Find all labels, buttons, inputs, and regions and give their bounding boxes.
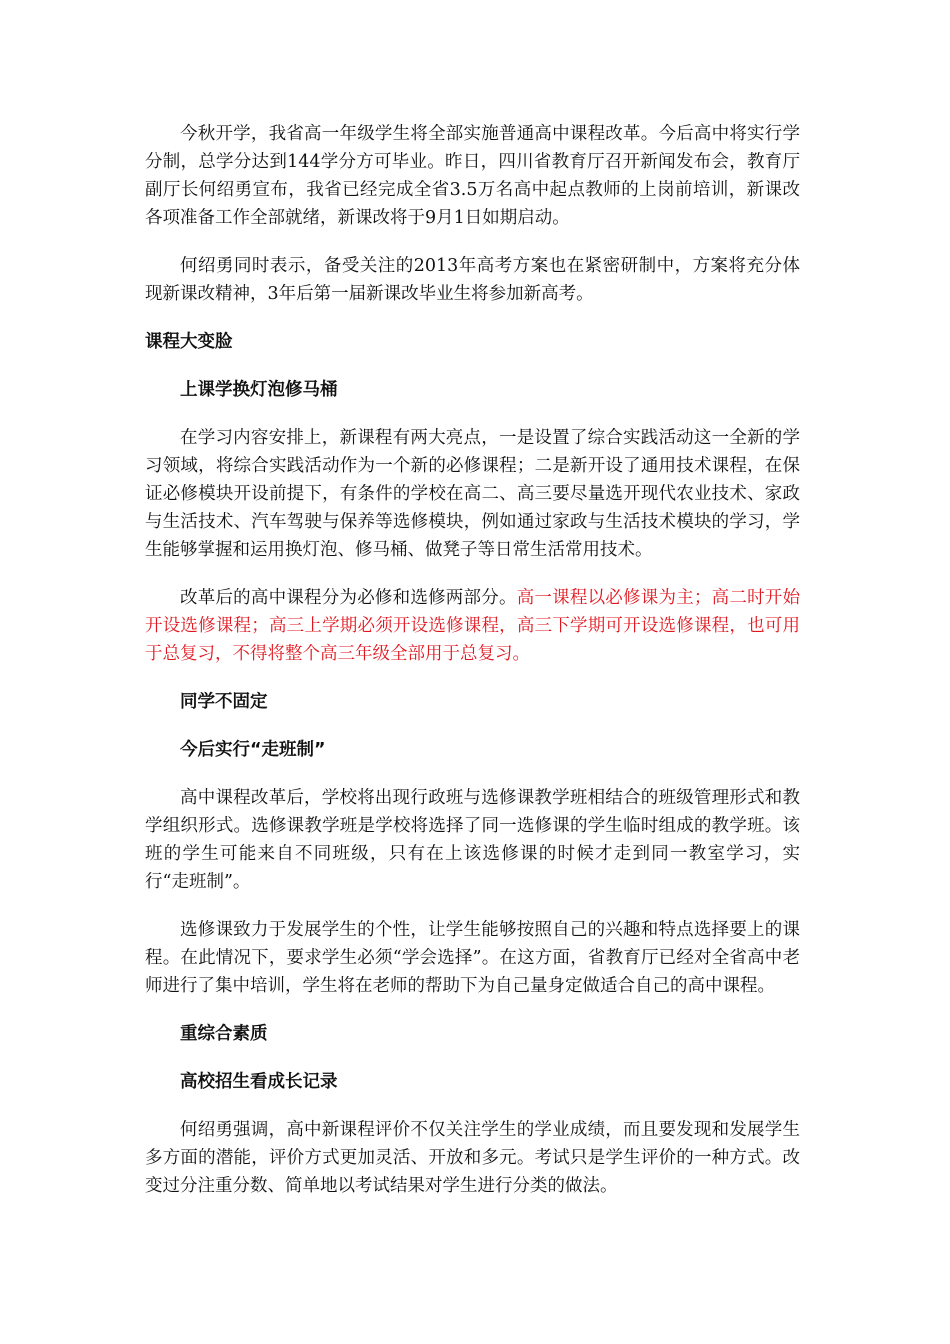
paragraph-intro: 今秋开学，我省高一年级学生将全部实施普通高中课程改革。今后高中将实行学分制，总学分达到144学分方可毕业。昨日，四川省教育厅召开新闻发布会，教育厅副厅长何绍勇宣布，我省已经完成全省3.5万名高中起点教师的上岗前培训，新课改各项准备工作全部就绪，新课改将于9月1日如期启动。 [145,124,800,228]
paragraph-evaluation: 何绍勇强调，高中新课程评价不仅关注学生的学业成绩，而且要发现和发展学生多方面的潜能，评价方式更加灵活、开放和多元。考试只是学生评价的一种方式。改变过分注重分数、简单地以考试结果对学生进行分类的做法。 [145,1120,800,1196]
section-subheading-quality: 高校招生看成长记录 [180,1072,338,1092]
section-heading-curriculum: 课程大变脸 [145,332,233,352]
section-subheading-classmates: 今后实行“走班制” [180,740,326,760]
course-structure-text: 改革后的高中课程分为必修和选修两部分。 [180,588,517,608]
paragraph-exam-plan: 何绍勇同时表示，备受关注的2013年高考方案也在紧密研制中，方案将充分体现新课改精神，3年后第一届新课改毕业生将参加新高考。 [145,256,800,304]
paragraph-learning-content: 在学习内容安排上，新课程有两大亮点，一是设置了综合实践活动这一全新的学习领域，将综合实践活动作为一个新的必修课程；二是新开设了通用技术课程，在保证必修模块开设前提下，有条件的学校在高二、高三要尽量选开现代农业技术、家政与生活技术、汽车驾驶与保养等选修模块，例如通过家政与生活技术模块的学习，学生能够掌握和运用换灯泡、修马桶、做凳子等日常生活常用技术。 [145,428,800,560]
section-heading-classmates: 同学不固定 [180,692,268,712]
paragraph-electives: 选修课致力于发展学生的个性，让学生能够按照自己的兴趣和特点选择要上的课程。在此情况下，要求学生必须“学会选择”。在这方面，省教育厅已经对全省高中老师进行了集中培训，学生将在老师的帮助下为自己量身定做适合自己的高中课程。 [145,920,800,996]
highlighted-course-rules: 高一课程以必修课为主；高二时开始开设选修课程；高三上学期必须开设选修课程，高三下学期可开设选修课程，也可用于总复习，不得将整个高三年级全部用于总复习。 [145,588,801,664]
paragraph-course-structure [145,584,800,668]
document-page [145,120,800,1200]
section-subheading-curriculum: 上课学换灯泡修马桶 [180,380,338,400]
paragraph-class-system: 高中课程改革后，学校将出现行政班与选修课教学班相结合的班级管理形式和教学组织形式。选修课教学班是学校将选择了同一选修课的学生临时组成的教学班。该班的学生可能来自不同班级，只有在上该选修课的时候才走到同一教室学习，实行“走班制”。 [145,788,800,892]
section-heading-quality: 重综合素质 [180,1024,268,1044]
